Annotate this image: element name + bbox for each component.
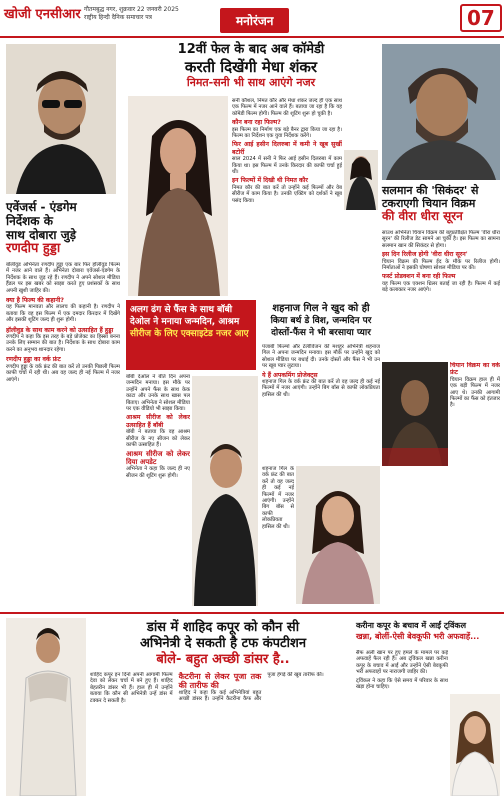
shahid-para1: शाहिद कपूर इन दिनों अपनी आगामी फिल्म देवा को लेकर चर्चा में बने हुए हैं। शाहिद बेहतरीन डांसर भी हैं। हाल ही में उन्होंने बताया कि कौन सी अभिनेत्री उन्हें डांस में टक्कर दे सकती है। (90, 672, 173, 704)
medha-headline-line1: 12वीं फेल के बाद अब कॉमेडी (177, 42, 325, 57)
vikram-poster (382, 362, 448, 466)
medha-headline-line2: करती दिखेंगी मेधा शंकर (184, 58, 318, 76)
kareena-headline (356, 620, 502, 642)
randeep-para4: रणदीप हुड्डा के वर्क फ्रंट की बात करें तो उनकी पिछली फिल्म काफी चर्चा में रही थी। अब वह जल्द ही नई फिल्म में नजर आएंगे। (6, 363, 120, 383)
issue-date: गौतमबुद्ध नगर, शुक्रवार 22 जनवरी 2025 (84, 6, 179, 13)
bobby-para1: बॉबी देओल ने बीते दिन अपना जन्मदिन मनाया। इस मौके पर उन्होंने अपने फैंस के साथ केक काटा और उनके साथ खास पल बिताए। अभिनेता ने सोशल मीडिया पर एक वीडियो भी साझा किया। (126, 374, 190, 413)
page-number: 07 (460, 4, 502, 32)
randeep-headline-line4: रणदीप हुड्डा (6, 241, 61, 256)
bobby-para2: बॉबी ने बताया कि वह आश्रम सीरीज के नए सीजन को लेकर काफी उत्साहित हैं। (126, 429, 190, 449)
randeep-headline-line3: साथ दोबारा जुड़े (6, 228, 77, 242)
shahid-headline (90, 620, 356, 668)
bobby-headline-box (126, 300, 256, 370)
shehnaaz-body-left (262, 466, 294, 604)
shehnaaz-photo (296, 466, 380, 604)
medha-photo (128, 96, 228, 296)
shahid-headline-line1: डांस में शाहिद कपूर को कौन सी (146, 620, 300, 635)
medha-headline-line3: निमत-सनी भी साथ आएंगे नजर (186, 76, 316, 89)
shahid-headline-line2: अभिनेत्री दे सकती है टफ कंपटीशन (139, 636, 307, 651)
randeep-headline (6, 200, 122, 256)
shehnaaz-headline-line1: शहनाज गिल ने खुद को ही (272, 303, 370, 314)
vikram-para4: चियान विक्रम हाल ही में एक बड़ी फिल्म में नजर आए थे। उनकी आगामी फिल्मों का फैंस को इंतजार है। (450, 376, 500, 409)
randeep-sub1: क्या है फिल्म की कहानी? (6, 297, 65, 305)
shehnaaz-para-continued: शहनाज गिल के वर्क फ्रंट की बात करें तो वह जल्द ही कई नई फिल्मों में नजर आएंगी। उन्होंने बिग बॉस से काफी लोकप्रियता हासिल की थी। (262, 466, 294, 530)
shehnaaz-headline-line2: किया बर्थ डे विश, जन्मदिन पर (270, 316, 372, 326)
shahid-sub1: कैटरीना से लेकर पूजा तक की तारीफ की (178, 672, 262, 690)
medha-para4: निमत कौर की बात करें तो उन्होंने कई फिल्मों और वेब सीरीज में काम किया है। उनकी एक्टिंग को दर्शकों ने खूब पसंद किया। (232, 184, 342, 204)
vikram-body-right (450, 362, 500, 596)
randeep-headline-line2: निर्देशक के (6, 214, 53, 228)
bobby-photo (192, 376, 258, 606)
medha-sub1: कौन बना रहा फिल्म? (232, 119, 281, 127)
shahid-headline-line3: बोले- बहुत अच्छी डांसर है.. (156, 652, 290, 667)
kareena-body (356, 650, 448, 796)
kareena-photo (450, 694, 500, 796)
bobby-body (126, 374, 190, 614)
bobby-headline-line3: सीरीज के लिए एक्साइटेड नजर आए (130, 329, 249, 339)
kareena-headline-line1: करीना कपूर के बचाव में आईं ट्विंकल (356, 621, 466, 630)
medha-body (232, 98, 342, 296)
vikram-body (382, 230, 500, 358)
kareena-para2: ट्विंकल ने कहा कि ऐसे समय में परिवार के साथ खड़ा होना चाहिए। (356, 677, 448, 691)
man-portrait-icon (6, 44, 116, 194)
vikram-para2: चियान विक्रम की फिल्म ईद के मौके पर रिलीज होगी। निर्माताओं ने इसकी घोषणा सोशल मीडिया पर की। (382, 258, 500, 272)
shehnaaz-headline (262, 302, 380, 339)
medha-para2: इस फिल्म का निर्माण एक बड़े बैनर द्वारा किया जा रहा है। फिल्म का निर्देशन एक युवा निर्देशक करेंगे। (232, 126, 342, 140)
medha-sub2: फिर आई हसीन दिलरुबा में कमी ने खूब सुर्खी बटोरीं (232, 141, 342, 156)
movie-poster-icon (382, 362, 448, 466)
section-title: मनोरंजन (220, 8, 289, 33)
woman-inset-icon (344, 150, 378, 210)
issue-meta (84, 6, 204, 22)
randeep-sub3: रणदीप हुड्डा का वर्क फ्रंट (6, 356, 61, 364)
man-portrait-icon (382, 44, 500, 180)
randeep-headline-line1: एवेंजर्स - एंडगेम (6, 200, 77, 214)
section-divider (0, 612, 504, 614)
vikram-para1: साउथ अभिनेता चियान विक्रम की बहुप्रतीक्षित फिल्म 'वीरा धीरा सूरन' की रिलीज डेट सामने आ चुकी है। इस फिल्म का सामना सलमान खान की सिकंदर से होगा। (382, 230, 500, 249)
shehnaaz-headline-line3: दोस्तों-फैंस ने भी बरसाया प्यार (271, 328, 371, 338)
vikram-sub2: फर्स्ट प्रोडक्शन में बना रही फिल्म (382, 273, 456, 281)
randeep-para2: यह फिल्म मानवता और लालच की कहानी है। रणदीप ने बताया कि वह इस फिल्म में एक दमदार किरदार में दिखेंगे और इसकी शूटिंग जल्द ही शुरू होगी। (6, 304, 120, 324)
masthead: खोजी एनसीआर (4, 7, 81, 22)
shehnaaz-sub1: ये हैं अपकमिंग प्रोजेक्ट्स (262, 371, 318, 379)
randeep-para1: बॉलीवुड अभिनेता रणदीप हुड्डा एक बार फिर हॉलीवुड फिल्म में नजर आने वाले हैं। अभिनेता दोबारा एवेंजर्स-एंडगेम के निर्देशक के साथ जुड़ रहे हैं। रणदीप ने अपने सोशल मीडिया हैंडल पर इस खबर को साझा करते हुए प्रशंसकों के साथ अपनी खुशी जाहिर की। (6, 262, 120, 294)
vikram-headline (382, 184, 500, 223)
randeep-photo (6, 44, 116, 194)
vikram-headline-line2: टकराएगी चियान विक्रम (382, 197, 476, 210)
woman-portrait-icon (296, 466, 380, 604)
medha-para3: साल 2024 में सनी ने फिर आई हसीन दिलरुबा में काम किया था। इस फिल्म में उनके किरदार की काफी चर्चा हुई थी। (232, 156, 342, 176)
vikram-photo (382, 44, 500, 180)
kareena-para1: सैफ अली खान पर हुए हमले के मामले पर कई अफवाहें फैल रही हैं। अब ट्विंकल खन्ना करीना कपूर के बचाव में आईं और उन्होंने ऐसी बेवकूफी भरी अफवाहों पर नाराजगी जाहिर की। (356, 650, 448, 676)
medha-inset-photo (344, 150, 378, 210)
man-portrait-icon (192, 376, 258, 606)
shahid-para2: शाहिद ने कहा कि कई अभिनेत्रियां बहुत अच्छी डांसर हैं। उन्होंने कैटरीना कैफ और पूजा हेगड़े की खूब तारीफ की। (178, 672, 324, 703)
bobby-sub2: आश्रम सीरीज को लेकर दिया अपडेट (126, 450, 190, 467)
shahid-photo (6, 618, 86, 796)
randeep-sub2: हॉलीवुड के साथ काम करने को उत्साहित हैं हुड्डा (6, 326, 114, 334)
bobby-headline-line1: अलग ढंग से फैंस के साथ बॉबी (130, 305, 233, 315)
shehnaaz-para2: शहनाज गिल के वर्क फ्रंट की बात करें तो वह जल्द ही कई नई फिल्मों में नजर आएंगी। उन्होंने बिग बॉस से काफी लोकप्रियता हासिल की थी। (262, 379, 380, 398)
kareena-headline-line2: खन्ना, बोलीं-ऐसी बेवकूफी भरी अफवाहें... (356, 632, 480, 641)
randeep-para3: रणदीप ने कहा कि इस तरह के बड़े प्रोजेक्ट का हिस्सा बनना उनके लिए सम्मान की बात है। निर्देशक के साथ दोबारा काम करने का अनुभव शानदार रहेगा। (6, 334, 120, 353)
medha-sub3: इन फिल्मों में दिखी थी निमत कौर (232, 177, 308, 185)
vikram-sub3: चियान विक्रम का वर्क फ्रंट (450, 362, 500, 377)
woman-portrait-icon (450, 694, 500, 796)
bobby-para3: अभिनेता ने कहा कि जल्द ही नए सीजन की शूटिंग शुरू होगी। (126, 466, 190, 479)
vikram-sub1: इस दिन रिलीज होगी 'वीरा धीरा सूरन' (382, 251, 468, 259)
vikram-headline-line1: सलमान की 'सिकंदर' से (382, 184, 479, 197)
shehnaaz-para1: पंजाबी फिल्मों और टेलीविजन की मशहूर अभिनेत्री शहनाज गिल ने अपना जन्मदिन मनाया। इस मौके पर उन्होंने खुद को सोशल मीडिया पर बधाई दी। उनके दोस्तों और फैंस ने भी उन पर खूब प्यार लुटाया। (262, 344, 380, 370)
issue-tagline: राष्ट्रीय हिन्दी दैनिक समाचार पत्र (84, 14, 152, 21)
shehnaaz-body (262, 344, 380, 464)
bobby-headline-line2: देओल ने मनाया जन्मदिन, आश्रम (130, 317, 240, 327)
bobby-sub1: आश्रम सीरीज को लेकर उत्साहित हैं बॉबी (126, 414, 190, 429)
man-portrait-icon (6, 618, 86, 796)
vikram-headline-line3: की वीरा धीरा सूरन (382, 209, 463, 223)
vikram-para3: यह फिल्म एक एक्शन थ्रिलर बताई जा रही है। फिल्म में कई बड़े कलाकार नजर आएंगे। (382, 280, 500, 294)
randeep-body (6, 262, 120, 614)
medha-para1: सनी कौशल, निमत कौर और मेधा शंकर जल्द ही एक साथ एक फिल्म में नजर आने वाले हैं। बताया जा रहा है कि यह कॉमेडी फिल्म होगी। फिल्म की शूटिंग शुरू हो चुकी है। (232, 98, 342, 117)
shahid-body (90, 672, 350, 796)
medha-headline (128, 42, 374, 90)
woman-portrait-icon (128, 96, 228, 296)
